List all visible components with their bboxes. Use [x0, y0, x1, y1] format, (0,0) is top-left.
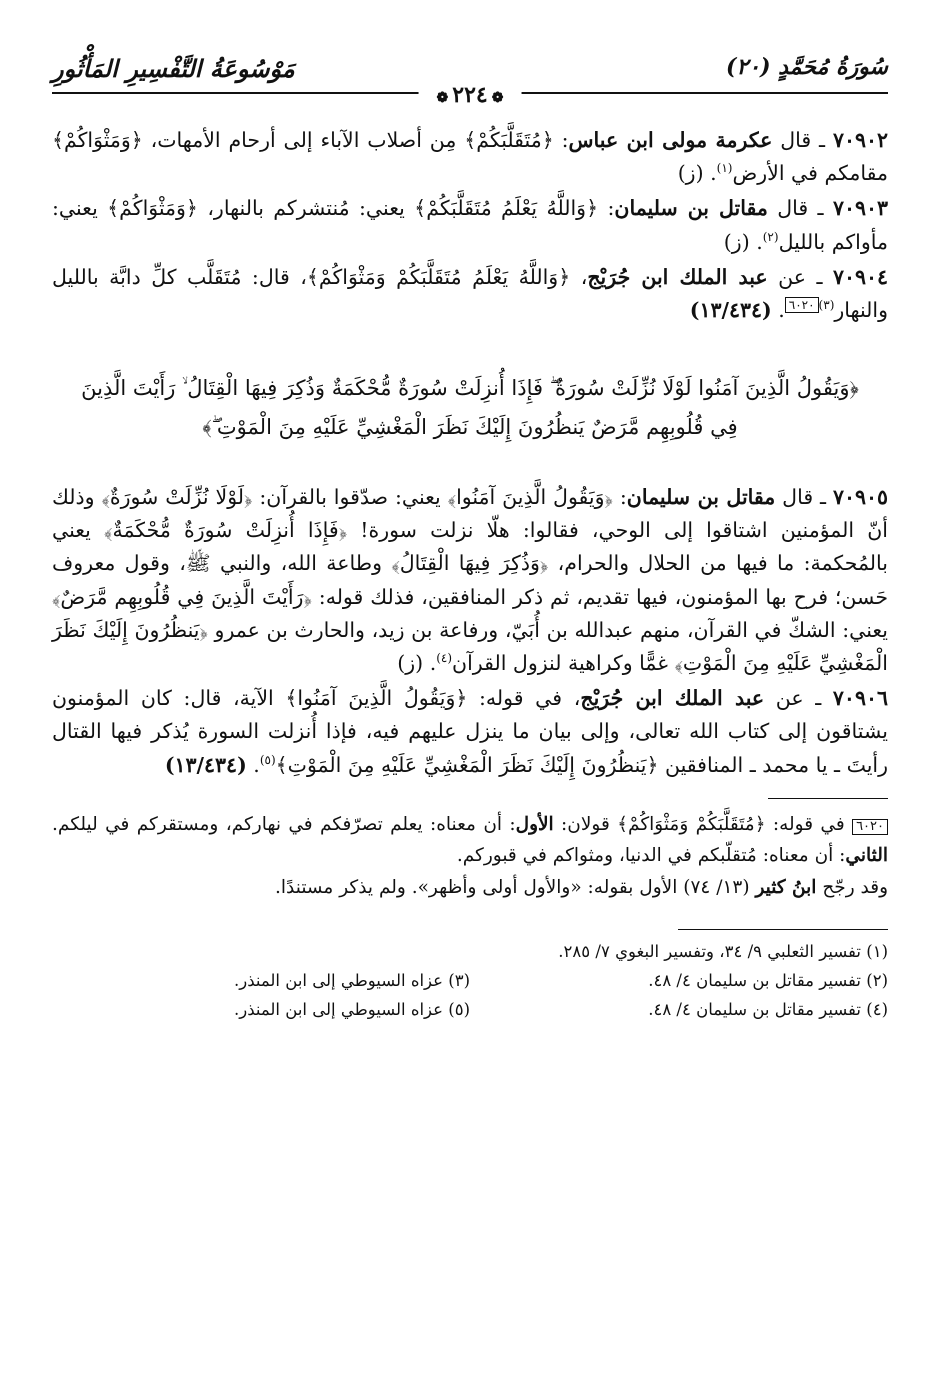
- narrator-name: عبد الملك ابن جُرَيْج: [587, 264, 768, 289]
- narration-intro: ـ عن: [767, 264, 833, 289]
- narration-entry: [52, 261, 888, 327]
- footnote-row: [52, 996, 888, 1025]
- note-paragraph: [52, 872, 888, 903]
- footnote-1: (١) تفسير الثعلبي ٩/ ٣٤، وتفسير البغوي ٧/ ٢٨٥.: [558, 942, 888, 962]
- footnote-row: [52, 967, 888, 996]
- source-code: (١٣/٤٣٤): [689, 298, 772, 323]
- note-divider: [768, 798, 888, 799]
- footnote-marker[interactable]: (٣): [818, 298, 835, 313]
- narration-end: . (ز): [723, 229, 763, 254]
- narrator-name: عكرمة مولى ابن عباس: [568, 128, 773, 152]
- page-header: [52, 50, 888, 108]
- footnote-row: [52, 938, 888, 967]
- footnote-4: (٤) تفسير مقاتل بن سليمان ٤/ ٤٨.: [648, 999, 888, 1019]
- page: [52, 50, 888, 1350]
- footnote-marker[interactable]: (٤): [436, 651, 453, 666]
- commentary-reference[interactable]: ٦٠٢٠: [785, 297, 819, 313]
- footnote-marker[interactable]: (٢): [762, 229, 779, 244]
- ornament-icon: ❁: [436, 90, 449, 106]
- note-paragraph: [52, 809, 888, 872]
- narration-number: ٧٠٩٠٦: [832, 686, 888, 711]
- footnotes: [52, 938, 888, 1025]
- narration-end: . (ز): [397, 650, 437, 675]
- surah-title: سُورَةُ مُحَمَّدٍ (٢٠): [726, 54, 888, 80]
- narration-entry: [52, 124, 888, 190]
- book-title: مَوْسُوعَةُ التَّفْسِيرِ المَأْثُورِ: [52, 54, 295, 83]
- page-number: [419, 82, 522, 108]
- footnotes-divider: [678, 929, 888, 930]
- narration-text: ، في قوله: ﴿وَيَقُولُ الَّذِينَ آمَنُوا﴾ الآية، قال: كان المؤمنون يشتاقون إلى كتاب الله تعالى، وإلى بيان ما ينزل عليهم فيه، فإذا أُنزلت السورة يُذكر فيها القتال رأيتَ ـ يا محمد ـ المنافقين ﴿يَنظُرُونَ إِلَيْكَ نَظَرَ الْمَغْشِيِّ عَلَيْهِ مِنَ الْمَوْتِ﴾: [52, 686, 888, 777]
- note-text: (١٣/ ٧٤) الأول بقوله: «والأول أولى وأظهر». ولم يذكر مستندًا.: [275, 876, 756, 898]
- narration-intro: ـ قال: [772, 128, 833, 152]
- footnote-empty: [52, 938, 470, 967]
- narration-text: : ﴿وَاللَّهُ يَعْلَمُ مُتَقَلَّبَكُمْ﴾ يعني: مُنتشركم بالنهار، ﴿وَمَثْوَاكُمْ﴾ يعني: مأواكم بالليل: [52, 196, 888, 254]
- footnote-3: (٣) عزاه السيوطي إلى ابن المنذر.: [234, 970, 470, 990]
- narration-number: ٧٠٩٠٢: [832, 128, 888, 152]
- footnote-2: (٢) تفسير مقاتل بن سليمان ٤/ ٤٨.: [648, 970, 888, 990]
- narration-number: ٧٠٩٠٥: [832, 484, 888, 509]
- note-keyword: الأول: [515, 813, 554, 835]
- narration-number: ٧٠٩٠٣: [832, 196, 888, 221]
- narration-end: .: [771, 298, 785, 323]
- main-text: [52, 124, 888, 782]
- narration-intro: ـ عن: [764, 686, 833, 711]
- narration-intro: ـ قال: [775, 484, 833, 509]
- footnote-marker[interactable]: (١): [716, 161, 733, 176]
- source-code: (١٣/٤٣٤): [164, 752, 247, 777]
- footnote-5: (٥) عزاه السيوطي إلى ابن المنذر.: [234, 999, 470, 1019]
- page-number-value: ٢٢٤: [452, 82, 488, 108]
- narration-number: ٧٠٩٠٤: [832, 264, 888, 289]
- narrator-name: مقاتل بن سليمان: [614, 196, 768, 221]
- note-text: في قوله: ﴿مُتَقَلَّبَكُمْ وَمَثْوَاكُمْ﴾ قولان:: [553, 813, 853, 835]
- note-text: وقد رجّح: [816, 876, 888, 898]
- commentary-note: [52, 809, 888, 903]
- narration-end: . (ز): [677, 161, 717, 186]
- footnote-marker[interactable]: (٥): [259, 752, 276, 767]
- narrator-name: مقاتل بن سليمان: [626, 484, 776, 509]
- narration-text: ، ﴿وَاللَّهُ يَعْلَمُ مُتَقَلَّبَكُمْ وَمَثْوَاكُمْ﴾، قال: مُتَقَلَّب كلِّ دابَّة بالليل والنهار: [52, 264, 888, 323]
- quran-verse: ﴿وَيَقُولُ الَّذِينَ آمَنُوا لَوْلَا نُزِّلَتْ سُورَةٌ ۖ فَإِذَا أُنزِلَتْ سُورَةٌ مُّحْكَمَةٌ وَذُكِرَ فِيهَا الْقِتَالُ ۙ رَأَيْتَ الَّذِينَ فِي قُلُوبِهِم مَّرَضٌ يَنظُرُونَ إِلَيْكَ نَظَرَ الْمَغْشِيِّ عَلَيْهِ مِنَ الْمَوْتِ ۖ﴾: [81, 376, 859, 440]
- commentary-reference: ٦٠٢٠: [852, 819, 888, 835]
- note-keyword: ابنُ كثير: [755, 876, 817, 898]
- ornament-icon: ❁: [491, 90, 504, 106]
- narration-entry: [52, 192, 888, 258]
- narrator-name: عبد الملك ابن جُرَيْج: [580, 686, 765, 711]
- narration-text: : ﴿وَيَقُولُ الَّذِينَ آمَنُوا﴾ يعني: صدّقوا بالقرآن: ﴿لَوْلَا نُزِّلَتْ سُورَةٌ﴾ وذلك أنّ المؤمنين اشتاقوا إلى الوحي، فقالوا: هلّا نزلت سورة! ﴿فَإِذَا أُنزِلَتْ سُورَةٌ مُّحْكَمَةٌ﴾ يعني بالمُحكمة: ما فيها من الحلال والحرام، ﴿وَذُكِرَ فِيهَا الْقِتَالُ﴾ وطاعة الله، والنبي ﷺ، وقول معروف حَسن؛ فرح بها المؤمنون، فيها تقديم، ثم ذكر المنافقين، فذلك قوله: ﴿رَأَيْتَ الَّذِينَ فِي قُلُوبِهِم مَّرَضٌ﴾ يعني: الشكّ في القرآن، منهم عبدالله بن أُبَيّ، ورفاعة بن زيد، والحارث بن عمرو ﴿يَنظُرُونَ إِلَيْكَ نَظَرَ الْمَغْشِيِّ عَلَيْهِ مِنَ الْمَوْتِ﴾ غمًّا وكراهية لنزول القرآن: [52, 484, 888, 675]
- narration-intro: ـ قال: [767, 196, 833, 221]
- note-text: : أن معناه: مُتقلّبكم في الدنيا، ومثواكم في قبوركم.: [456, 845, 846, 867]
- narration-text: : ﴿مُتَقَلَّبَكُمْ﴾ مِن أصلاب الآباء إلى أرحام الأمهات، ﴿وَمَثْوَاكُمْ﴾ مقامكم في الأرض: [52, 128, 888, 186]
- note-keyword: الثاني: [845, 845, 888, 867]
- narration-end: .: [246, 752, 260, 777]
- note-text: : أن معناه: يعلم تصرّفكم في نهاركم، ومستقركم في ليلكم.: [52, 813, 516, 835]
- narration-entry: [52, 682, 888, 782]
- narration-entry: [52, 481, 888, 680]
